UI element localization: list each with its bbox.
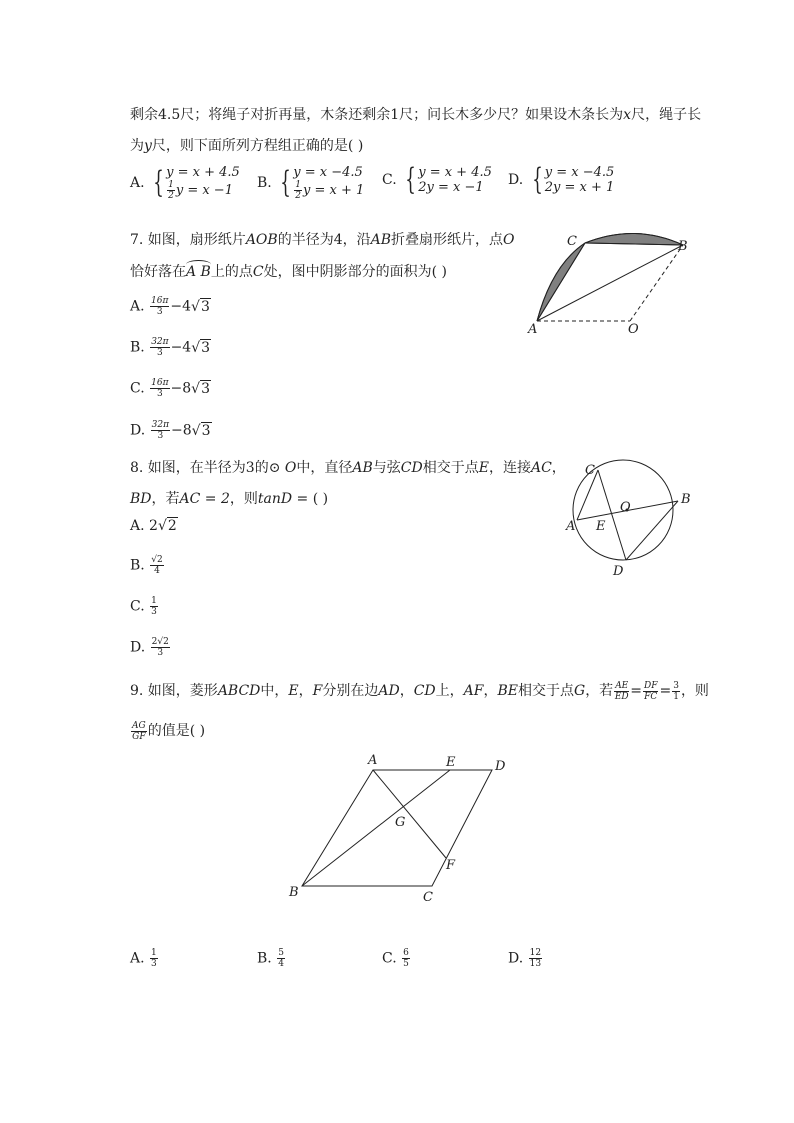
numerator: 5 [278, 948, 284, 958]
q7-option-b[interactable] [130, 337, 211, 358]
q8-text: 与弦 [372, 460, 401, 476]
q8-text: 相交于点 [422, 460, 479, 476]
q8-text: 中，直径 [296, 460, 353, 476]
q9-text: ，则 [680, 683, 709, 699]
option-label: A. [130, 298, 145, 315]
q6-question-text: 尺，则下面所列方程组正确的是( ) [151, 138, 364, 154]
equation: 2y = x + 1 [544, 180, 615, 195]
math-bd: BD [130, 491, 152, 507]
q9-option-a[interactable] [130, 948, 159, 969]
radicand: 3 [201, 380, 210, 397]
equation [166, 180, 240, 201]
option-term: −8 [171, 422, 192, 439]
q7-option-c[interactable] [130, 378, 211, 399]
q6-option-d[interactable] [508, 162, 615, 197]
math-ab: AB [370, 232, 392, 248]
q6-line2 [130, 135, 363, 155]
option-label: A. [130, 175, 145, 191]
option-term: 2 [149, 518, 158, 534]
q8-text: ，连接 [488, 460, 531, 476]
math-ac-eq: AC = 2 [179, 491, 230, 507]
denominator: FC [644, 691, 658, 702]
numerator: 12 [529, 948, 542, 958]
q7-text: 7. 如图，扇形纸片 [130, 232, 246, 248]
denominator: 5 [403, 959, 409, 969]
label-a: A [528, 322, 538, 337]
math-cd: CD [400, 460, 423, 476]
q8-line1 [130, 457, 566, 477]
numerator: AG [132, 720, 146, 731]
q7-option-a[interactable] [130, 296, 211, 317]
q6-text: 剩余4.5尺；将绳子对折再量，木条还剩余1尺；问长木多少尺？如果设木条长为 [130, 107, 624, 123]
q8-text: ，若 [151, 491, 180, 507]
sqrt: √2 [157, 518, 177, 534]
q9-text: 相交于点 [518, 683, 574, 699]
math-g: G [574, 683, 586, 699]
denominator: 3 [157, 431, 164, 441]
q9-text: 9. 如图，菱形 [130, 683, 218, 699]
numerator: 1 [151, 596, 157, 606]
label-c: C [585, 463, 595, 478]
math-e: E [478, 460, 489, 476]
label-b: B [681, 492, 691, 507]
option-term: −8 [170, 380, 192, 397]
option-label: A. [130, 950, 145, 967]
option-label: B. [257, 950, 272, 967]
radicand: 2 [167, 518, 177, 534]
math-be: BE [497, 683, 518, 699]
chord-ac [537, 243, 585, 321]
radicand: 3 [201, 339, 211, 356]
q8-text: ， [551, 460, 566, 476]
denominator: GF [132, 731, 146, 742]
math-e: E [288, 683, 299, 699]
q8-option-d[interactable] [130, 637, 171, 658]
radicand: 3 [200, 298, 210, 315]
q9-text: 分别在边 [322, 683, 379, 699]
brace-icon: { [405, 162, 416, 197]
q6-var-x: x [623, 107, 632, 123]
option-label: D. [130, 639, 146, 656]
equation-system [149, 165, 240, 201]
numerator: DF [644, 680, 658, 691]
option-label: B. [130, 557, 145, 574]
equation: 2y = x −1 [418, 180, 484, 195]
q9-text: 中， [260, 683, 289, 699]
radicand: 3 [201, 422, 211, 439]
q8-figure [560, 455, 700, 580]
option-label: B. [257, 175, 272, 191]
q7-text: 的半径为4，沿 [277, 232, 371, 248]
label-d: D [495, 759, 506, 774]
q9-text: ， [298, 683, 313, 699]
brace-icon: { [153, 165, 164, 200]
q9-question-text: 的值是( ) [147, 723, 206, 739]
denominator: ED [614, 691, 629, 702]
q7-line1 [130, 229, 515, 249]
label-f: F [446, 858, 456, 873]
q6-text-end: 尺，绳子长 [631, 107, 702, 123]
sqrt: √3 [191, 339, 211, 356]
equation-rest: y = x + 1 [303, 183, 365, 198]
option-label: C. [382, 172, 397, 188]
denominator: 4 [278, 959, 284, 969]
denominator: 3 [156, 389, 163, 399]
option-label: A. [130, 518, 145, 534]
q6-line1 [130, 104, 701, 124]
q9-line2 [130, 720, 205, 742]
option-label: D. [508, 172, 524, 188]
q8-option-a[interactable] [130, 518, 178, 534]
option-label: C. [130, 380, 145, 397]
q7-text: 折叠扇形纸片，点 [391, 232, 504, 248]
option-label: C. [130, 598, 145, 615]
label-d: D [613, 564, 624, 579]
option-label: D. [130, 422, 146, 439]
numerator: 32π [151, 337, 169, 347]
brace-icon: { [531, 162, 543, 197]
q9-line1: 9. 如图，菱形ABCD中，E，F分别在边AD，CD上，AF，BE相交于点G，若 $\frac{AE}{ED}$ = $\frac{DF}{FC}$ = $\frac{3}{1}$ ，则 [130, 680, 709, 702]
label-b: B [289, 885, 299, 900]
q8-text: 8. 如图，在半径为3的 [130, 460, 269, 476]
q9-text: ， [399, 683, 414, 699]
radicand: 2 [156, 555, 163, 565]
sqrt: √3 [191, 298, 210, 315]
math-aob: AOB [245, 232, 278, 248]
denominator: 3 [157, 348, 163, 358]
math-tand: tanD [257, 491, 293, 507]
q6-option-b[interactable] [257, 165, 364, 201]
denominator: 3 [151, 607, 157, 617]
label-c: C [423, 890, 433, 905]
q8-line2 [130, 488, 328, 508]
equation-system [276, 165, 364, 201]
denominator: 2 [295, 191, 302, 201]
circle-o: ⊙ O [268, 460, 297, 476]
sqrt: √3 [191, 422, 211, 439]
option-term: −4 [170, 298, 192, 315]
segment-be [302, 770, 450, 886]
numerator: AE [615, 680, 629, 691]
equation: y = x + 4.5 [418, 165, 492, 180]
option-term: −4 [170, 339, 192, 356]
label-o: O [628, 322, 639, 337]
numerator: 3 [673, 680, 679, 691]
brace-icon: { [280, 165, 292, 200]
denominator: 3 [156, 307, 163, 317]
radius-ob [630, 245, 683, 321]
q6-var-y: y [144, 138, 152, 154]
q9-option-d[interactable] [508, 948, 543, 969]
radicand: 2 [163, 637, 169, 647]
math-af: AF [463, 683, 484, 699]
sqrt: √3 [191, 380, 210, 397]
label-e: E [446, 755, 456, 770]
numerator: 32π [151, 420, 170, 430]
numerator: 1 [151, 948, 157, 958]
q9-text: ， [483, 683, 498, 699]
label-a: A [368, 753, 378, 768]
math-o: O [503, 232, 515, 248]
equation-system [401, 162, 492, 197]
numerator: 1 [295, 180, 302, 190]
label-e: E [596, 519, 606, 534]
math-f: F [312, 683, 323, 699]
q6-text: 为 [130, 138, 144, 154]
numerator: 1 [168, 180, 174, 190]
q7-question-text: 处，图中阴影部分的面积为( ) [263, 264, 447, 280]
q9-figure [280, 750, 520, 910]
denominator: 1 [673, 691, 679, 702]
option-label: C. [382, 950, 397, 967]
q7-option-d[interactable] [130, 420, 212, 441]
segment-af [373, 770, 446, 858]
numerator: 2√2 [151, 637, 169, 647]
numerator: 16π [151, 378, 169, 388]
label-c: C [567, 234, 577, 249]
equation: y = x −4.5 [293, 165, 363, 180]
math-ad: AD [378, 683, 400, 699]
q9-text: ，若 [585, 683, 614, 699]
denominator: 4 [154, 566, 160, 576]
equation-system [528, 162, 615, 197]
equation [293, 180, 364, 201]
math-ab: AB [352, 460, 373, 476]
q9-option-c[interactable] [382, 948, 411, 969]
equation: y = x −4.5 [544, 165, 615, 180]
q8-text: ，则 [229, 491, 258, 507]
denominator: 13 [529, 959, 542, 969]
equation-rest: y = x −1 [175, 183, 233, 198]
denominator: 2 [168, 191, 174, 201]
q9-option-b[interactable] [257, 948, 286, 969]
label-b: B [678, 239, 688, 254]
numerator: √2 [151, 555, 163, 565]
equation: y = x + 4.5 [166, 165, 240, 180]
q6-option-a[interactable] [130, 165, 240, 201]
denominator: 3 [151, 959, 157, 969]
arc-ab: A B [186, 264, 211, 280]
math-c: C [252, 264, 264, 280]
q7-text: 上的点 [210, 264, 253, 280]
numerator-coef: 2 [151, 637, 158, 647]
q8-option-c[interactable] [130, 596, 159, 617]
numerator: 16π [151, 296, 169, 306]
label-o: O [620, 500, 631, 515]
q7-figure [520, 225, 700, 340]
option-label: D. [508, 950, 524, 967]
option-label: B. [130, 339, 145, 356]
q7-text: 恰好落在 [130, 264, 186, 280]
denominator: 3 [157, 648, 164, 658]
q8-question-text: = ( ) [292, 491, 329, 507]
q8-option-b[interactable] [130, 555, 165, 576]
math-ac: AC [530, 460, 552, 476]
q9-text: 上， [435, 683, 464, 699]
label-g: G [395, 815, 406, 830]
q7-line2 [130, 261, 447, 281]
math-cd: CD [413, 683, 436, 699]
label-a: A [566, 519, 576, 534]
math-abcd: ABCD [217, 683, 261, 699]
q6-option-c[interactable] [382, 162, 492, 197]
numerator: 6 [403, 948, 409, 958]
